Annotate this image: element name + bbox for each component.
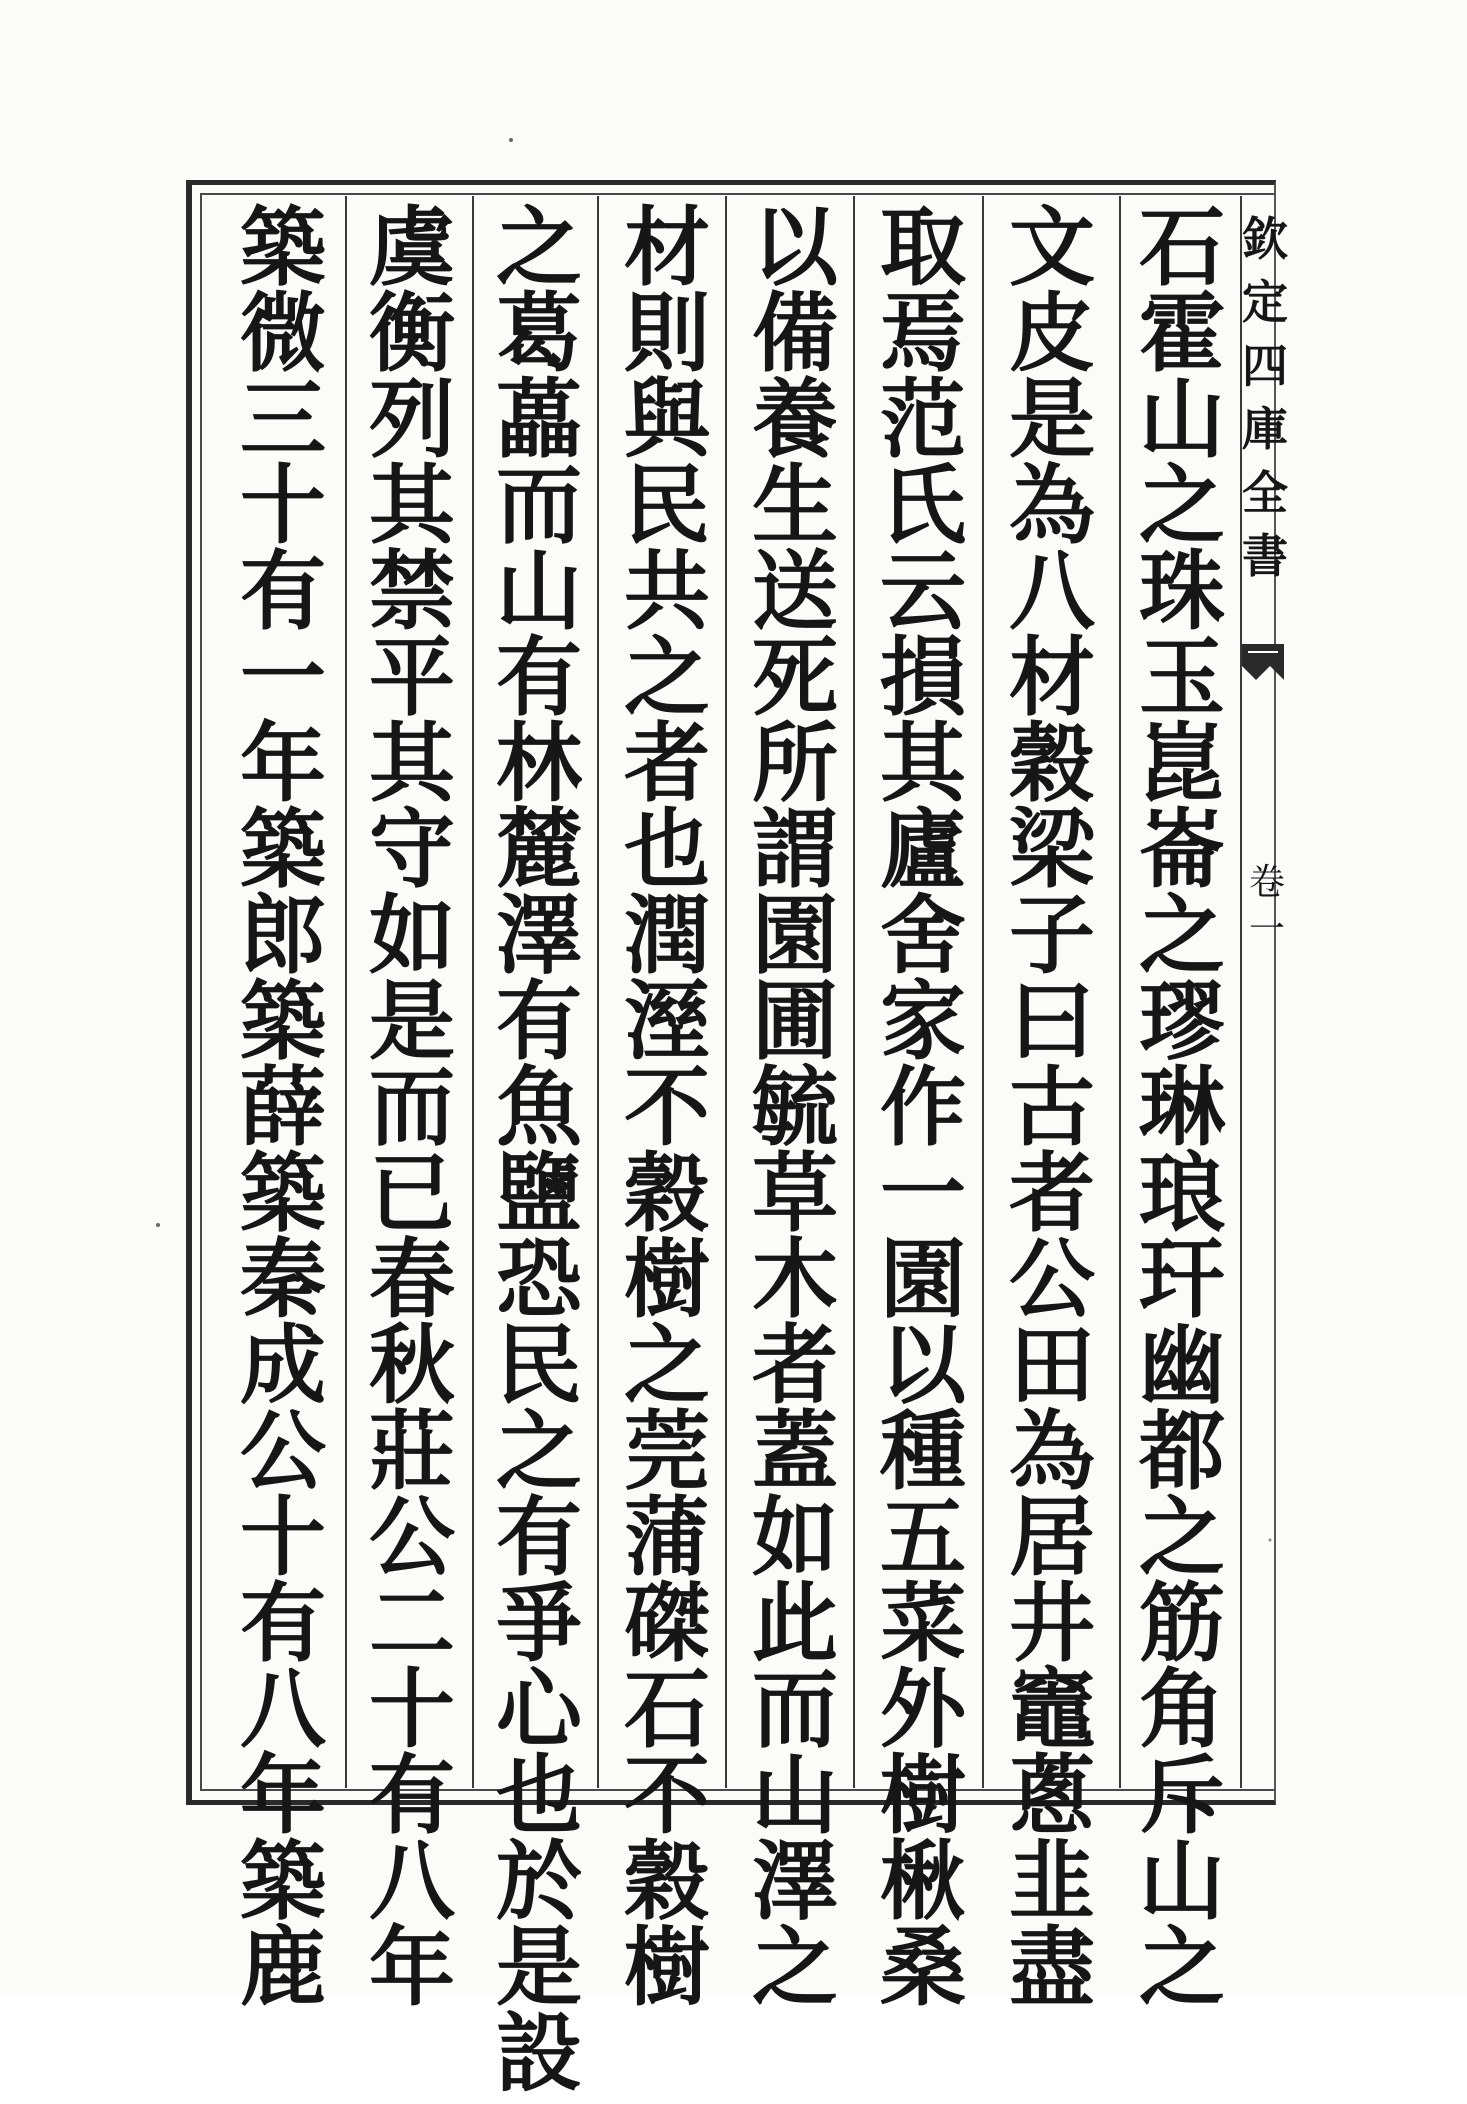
char: 穀 [624,1143,710,1244]
margin-char: 四 [1242,338,1288,393]
char: 蒲 [624,1487,710,1588]
char: 為 [1009,455,1095,556]
char: 山 [1139,1831,1225,1932]
char: 者 [1009,1143,1095,1244]
char: 魚 [496,1057,582,1158]
char: 崙 [1139,799,1225,900]
char: 五 [880,1487,966,1588]
margin-char: 欽 [1242,212,1288,266]
char: 是 [369,971,455,1072]
char: 楸 [880,1831,966,1932]
char: 送 [752,541,838,642]
char: 幽 [1139,1315,1225,1416]
text-column-4 [737,197,853,2018]
char: 年 [240,713,326,814]
char: 角 [1139,1659,1225,1760]
char: 玕 [1139,1229,1225,1330]
char: 文 [1009,197,1095,298]
char: 則 [624,283,710,384]
char: 琳 [1139,1057,1225,1158]
char: 共 [624,541,710,642]
char: 謂 [752,799,838,900]
inner-rule-left [200,193,202,1789]
char: 珠 [1139,541,1225,642]
char: 十 [240,1487,326,1588]
char: 其 [369,455,455,556]
char: 井 [1009,1573,1095,1674]
char: 衡 [369,283,455,384]
char: 之 [624,627,710,728]
char: 玉 [1139,627,1225,728]
char: 築 [240,1143,326,1244]
char: 蔥 [1009,1745,1095,1846]
char: 有 [240,541,326,642]
char: 不 [624,1745,710,1846]
char: 山 [752,1745,838,1846]
char: 築 [240,971,326,1072]
char: 琅 [1139,1143,1225,1244]
char: 者 [624,713,710,814]
text-column-2 [994,197,1110,2018]
char: 者 [752,1315,838,1416]
char: 築 [240,799,326,900]
char: 公 [240,1401,326,1502]
char: 年 [240,1745,326,1846]
char: 山 [496,541,582,642]
char: 石 [624,1659,710,1760]
char: 盡 [1009,1917,1095,2018]
char: 之 [496,197,582,298]
column-rule [1119,196,1121,1788]
char: 穀 [624,1831,710,1932]
char: 與 [624,369,710,470]
char: 恐 [496,1229,582,1330]
column-rule [345,196,347,1788]
column-rule [472,196,474,1788]
char: 石 [1139,197,1225,298]
char: 設 [496,2003,582,2104]
char: 之 [496,1401,582,1502]
char: 如 [369,885,455,986]
char: 一 [880,1143,966,1244]
char: 所 [752,713,838,814]
char: 澤 [752,1831,838,1932]
char: 而 [752,1659,838,1760]
char: 微 [240,283,326,384]
char: 菜 [880,1573,966,1674]
margin-char: 書 [1242,529,1288,584]
char: 有 [496,627,582,728]
char: 居 [1009,1487,1095,1588]
inner-rule-bottom [200,1789,1274,1791]
char: 穀 [1009,713,1095,814]
char: 材 [624,197,710,298]
char: 生 [752,455,838,556]
char: 有 [369,1745,455,1846]
char: 八 [369,1831,455,1932]
char: 韭 [1009,1831,1095,1932]
char: 之 [1139,1487,1225,1588]
char: 以 [880,1315,966,1416]
char: 材 [1009,627,1095,728]
char: 曰 [1009,971,1095,1072]
char: 莞 [624,1401,710,1502]
char: 梁 [1009,799,1095,900]
char: 有 [496,1487,582,1588]
char: 成 [240,1315,326,1416]
char: 種 [880,1401,966,1502]
margin-char: 庫 [1242,402,1288,457]
char: 葛 [496,283,582,384]
char: 田 [1009,1315,1095,1416]
char: 外 [880,1659,966,1760]
char: 禁 [369,541,455,642]
char: 藟 [496,369,582,470]
char: 古 [1009,1057,1095,1158]
char: 也 [624,799,710,900]
char: 薛 [240,1057,326,1158]
char: 作 [880,1057,966,1158]
inner-rule-top [200,193,1274,195]
char: 民 [624,455,710,556]
char: 取 [880,197,966,298]
column-rule [982,196,984,1788]
char: 之 [1139,455,1225,556]
juan-number [1249,860,1285,954]
char: 心 [496,1659,582,1760]
char: 氏 [880,455,966,556]
char: 築 [240,1831,326,1932]
char: 秋 [369,1315,455,1416]
char: 都 [1139,1401,1225,1502]
char: 麓 [496,799,582,900]
margin-char: 定 [1242,275,1288,330]
char: 公 [1009,1229,1095,1330]
text-column-1 [1124,197,1240,2018]
char: 是 [1009,369,1095,470]
char: 二 [369,1573,455,1674]
char: 三 [240,369,326,470]
char: 也 [496,1745,582,1846]
char: 璆 [1139,971,1225,1072]
char: 於 [496,1831,582,1932]
char: 以 [752,197,838,298]
char: 年 [369,1917,455,2018]
char: 莊 [369,1401,455,1502]
char: 磔 [624,1573,710,1674]
char: 焉 [880,283,966,384]
char: 有 [240,1573,326,1674]
char: 其 [369,713,455,814]
char: 爭 [496,1573,582,1674]
char: 十 [240,455,326,556]
char: 如 [752,1487,838,1588]
char: 山 [1139,369,1225,470]
char: 樹 [880,1745,966,1846]
text-column-5 [609,197,725,2018]
char: 而 [496,455,582,556]
char: 八 [240,1659,326,1760]
char: 一 [240,627,326,728]
book-title-margin [1242,208,1288,589]
char: 范 [880,369,966,470]
char: 蓋 [752,1401,838,1502]
char: 民 [496,1315,582,1416]
char: 之 [1139,1917,1225,2018]
char: 之 [624,1315,710,1416]
page-frame [186,180,1276,1805]
char: 圃 [752,971,838,1072]
char: 備 [752,283,838,384]
char: 養 [752,369,838,470]
char: 其 [880,713,966,814]
char: 家 [880,971,966,1072]
char: 虞 [369,197,455,298]
char: 已 [369,1143,455,1244]
column-rule [597,196,599,1788]
char: 草 [752,1143,838,1244]
char: 園 [880,1229,966,1330]
char: 郎 [240,885,326,986]
char: 筋 [1139,1573,1225,1674]
char: 崑 [1139,713,1225,814]
char: 潤 [624,885,710,986]
char: 霍 [1139,283,1225,384]
char: 平 [369,627,455,728]
text-column-3 [865,197,981,2018]
char: 十 [369,1659,455,1760]
char: 之 [1139,885,1225,986]
char: 鹽 [496,1143,582,1244]
char: 舍 [880,885,966,986]
char: 云 [880,541,966,642]
text-column-6 [481,197,597,2104]
char: 斥 [1139,1745,1225,1846]
char: 皮 [1009,283,1095,384]
char: 桑 [880,1917,966,2018]
char: 園 [752,885,838,986]
margin-char: 卷 [1249,862,1286,903]
char: 而 [369,1057,455,1158]
char: 為 [1009,1401,1095,1502]
char: 澤 [496,885,582,986]
char: 秦 [240,1229,326,1330]
char: 竈 [1009,1659,1095,1760]
char: 此 [752,1573,838,1674]
char: 守 [369,799,455,900]
char: 築 [240,197,326,298]
margin-char: 全 [1242,465,1288,520]
char: 不 [624,1057,710,1158]
char: 列 [369,369,455,470]
text-column-7 [354,197,470,2018]
char: 子 [1009,885,1095,986]
char: 樹 [624,1229,710,1330]
char: 之 [752,1917,838,2018]
char: 廬 [880,799,966,900]
char: 八 [1009,541,1095,642]
text-column-8 [225,197,341,2018]
char: 是 [496,1917,582,2018]
column-rule [725,196,727,1788]
char: 公 [369,1487,455,1588]
char: 鹿 [240,1917,326,2018]
fish-tail-ornament [1240,640,1286,686]
char: 損 [880,627,966,728]
char: 木 [752,1229,838,1330]
char: 死 [752,627,838,728]
char: 春 [369,1229,455,1330]
column-rule [853,196,855,1788]
char: 溼 [624,971,710,1072]
char: 有 [496,971,582,1072]
char: 林 [496,713,582,814]
char: 毓 [752,1057,838,1158]
char: 樹 [624,1917,710,2018]
margin-char: 一 [1249,908,1286,950]
